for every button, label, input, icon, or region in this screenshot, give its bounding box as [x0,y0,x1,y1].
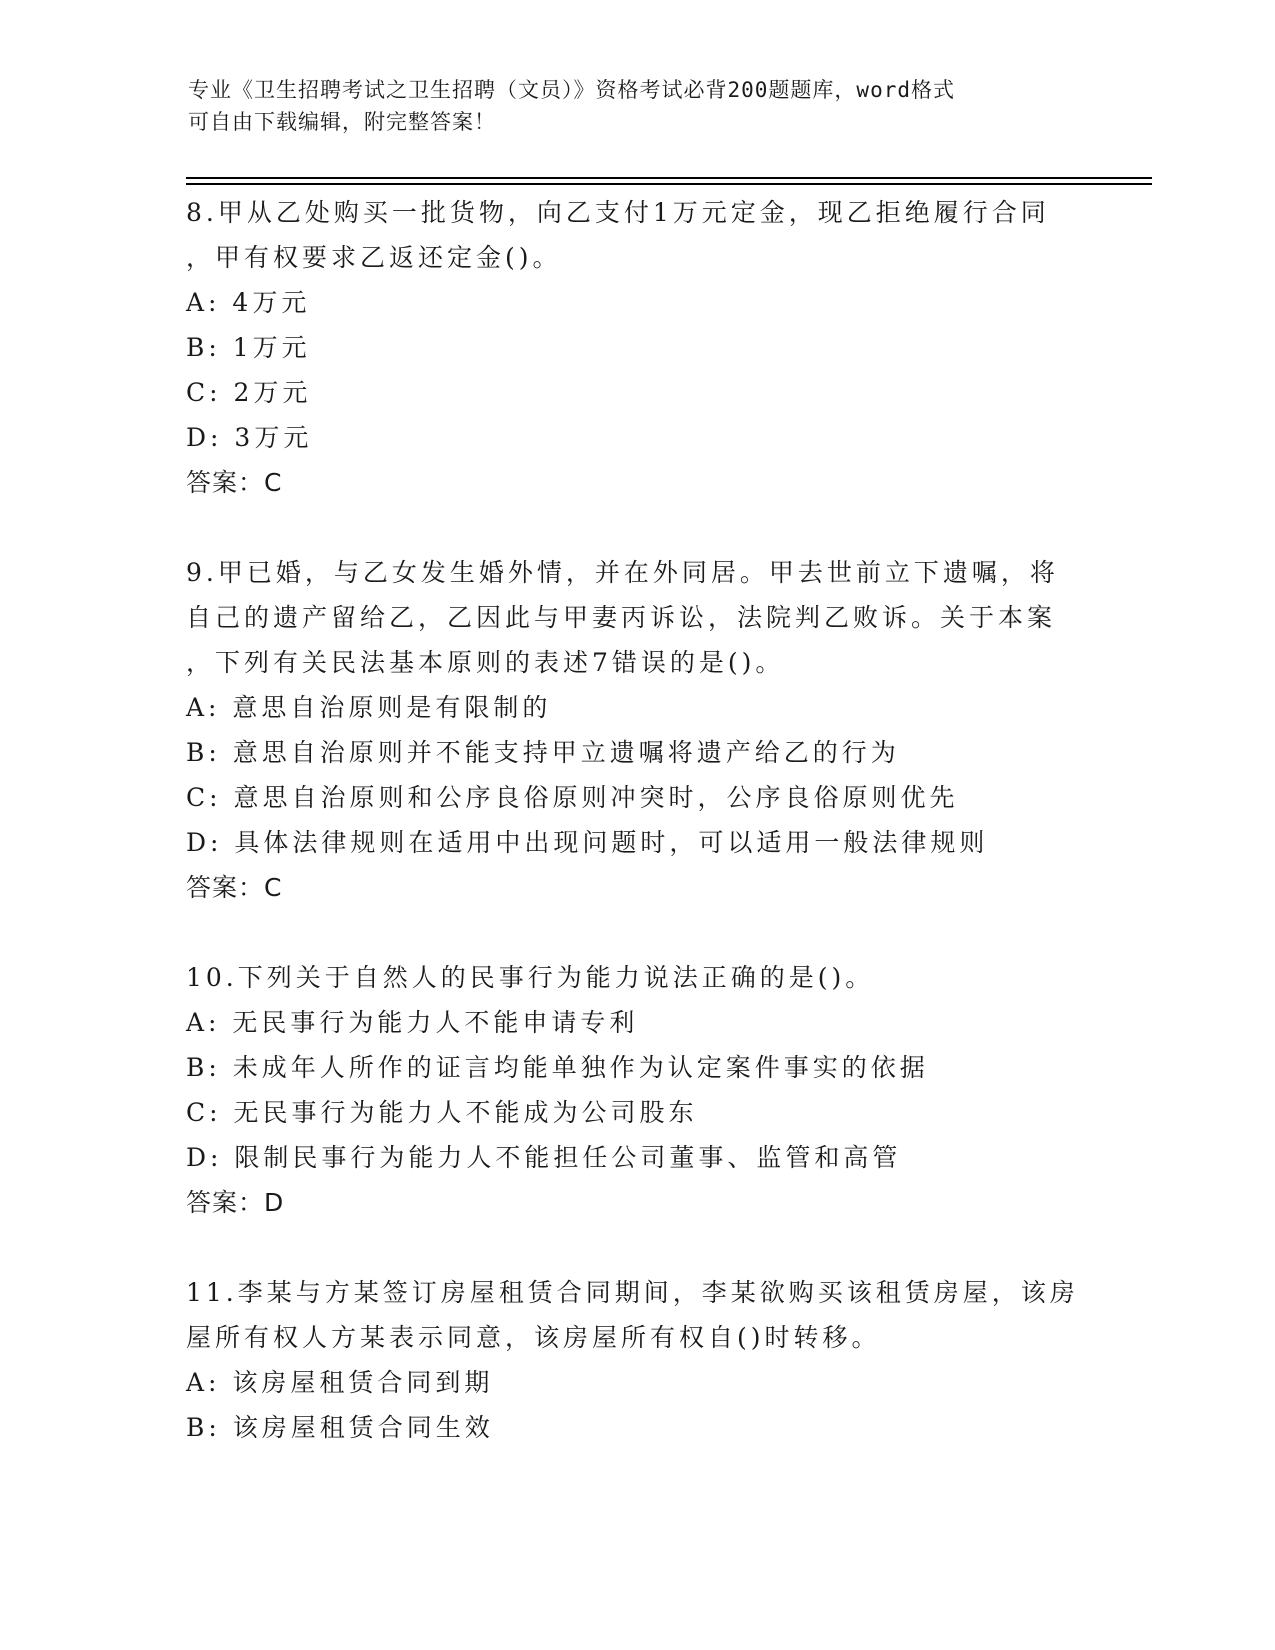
header-divider-bottom [186,183,1152,185]
answer-label: 答案：C [186,468,283,497]
option-a: A: 4万元 [186,288,311,317]
question-stem [186,1270,1086,1360]
option-c: C: 2万元 [186,378,312,407]
option-b: B: 未成年人所作的证言均能单独作为认定案件事实的依据 [186,1053,929,1082]
stem-line: 8.甲从乙处购买一批货物，向乙支付1万元定金，现乙拒绝履行合同 [186,198,1050,227]
stem-line: 11.李某与方某签订房屋租赁合同期间，李某欲购买该租赁房屋，该房 [186,1278,1079,1307]
stem-line: 9.甲已婚，与乙女发生婚外情，并在外同居。甲去世前立下遗嘱，将 [186,558,1059,587]
header-divider-top [186,177,1152,179]
header-line-1: 专业《卫生招聘考试之卫生招聘（文员）》资格考试必背200题题库，word格式 [188,78,955,102]
option-d: D: 限制民事行为能力人不能担任公司董事、监管和高管 [186,1143,902,1172]
header-line-2: 可自由下载编辑，附完整答案！ [188,110,496,134]
option-c: C: 意思自治原则和公序良俗原则冲突时，公序良俗原则优先 [186,783,959,812]
document-header [188,74,1088,138]
answer-label: 答案：D [186,1188,285,1217]
stem-line: ，下列有关民法基本原则的表述7错误的是()。 [186,648,785,677]
question-stem [186,550,1086,685]
question-10 [186,955,1086,1225]
option-a: A: 无民事行为能力人不能申请专利 [186,1008,639,1037]
answer-label: 答案：C [186,873,283,902]
question-stem [186,955,1086,1000]
stem-line: ，甲有权要求乙返还定金()。 [186,243,562,272]
question-stem [186,190,1086,280]
question-8 [186,190,1086,505]
stem-line: 屋所有权人方某表示同意，该房屋所有权自()时转移。 [186,1323,881,1352]
option-d: D: 3万元 [186,423,313,452]
option-a: A: 该房屋租赁合同到期 [186,1368,494,1397]
option-a: A: 意思自治原则是有限制的 [186,693,552,722]
option-c: C: 无民事行为能力人不能成为公司股东 [186,1098,698,1127]
stem-line: 自己的遗产留给乙，乙因此与甲妻丙诉讼，法院判乙败诉。关于本案 [186,603,1057,632]
stem-line: 10.下列关于自然人的民事行为能力说法正确的是()。 [186,963,875,992]
question-11 [186,1270,1086,1450]
option-d: D: 具体法律规则在适用中出现问题时，可以适用一般法律规则 [186,828,989,857]
option-b: B: 1万元 [186,333,311,362]
option-b: B: 意思自治原则并不能支持甲立遗嘱将遗产给乙的行为 [186,738,900,767]
question-9 [186,550,1086,910]
option-b: B: 该房屋租赁合同生效 [186,1413,494,1442]
question-list [186,190,1086,1495]
